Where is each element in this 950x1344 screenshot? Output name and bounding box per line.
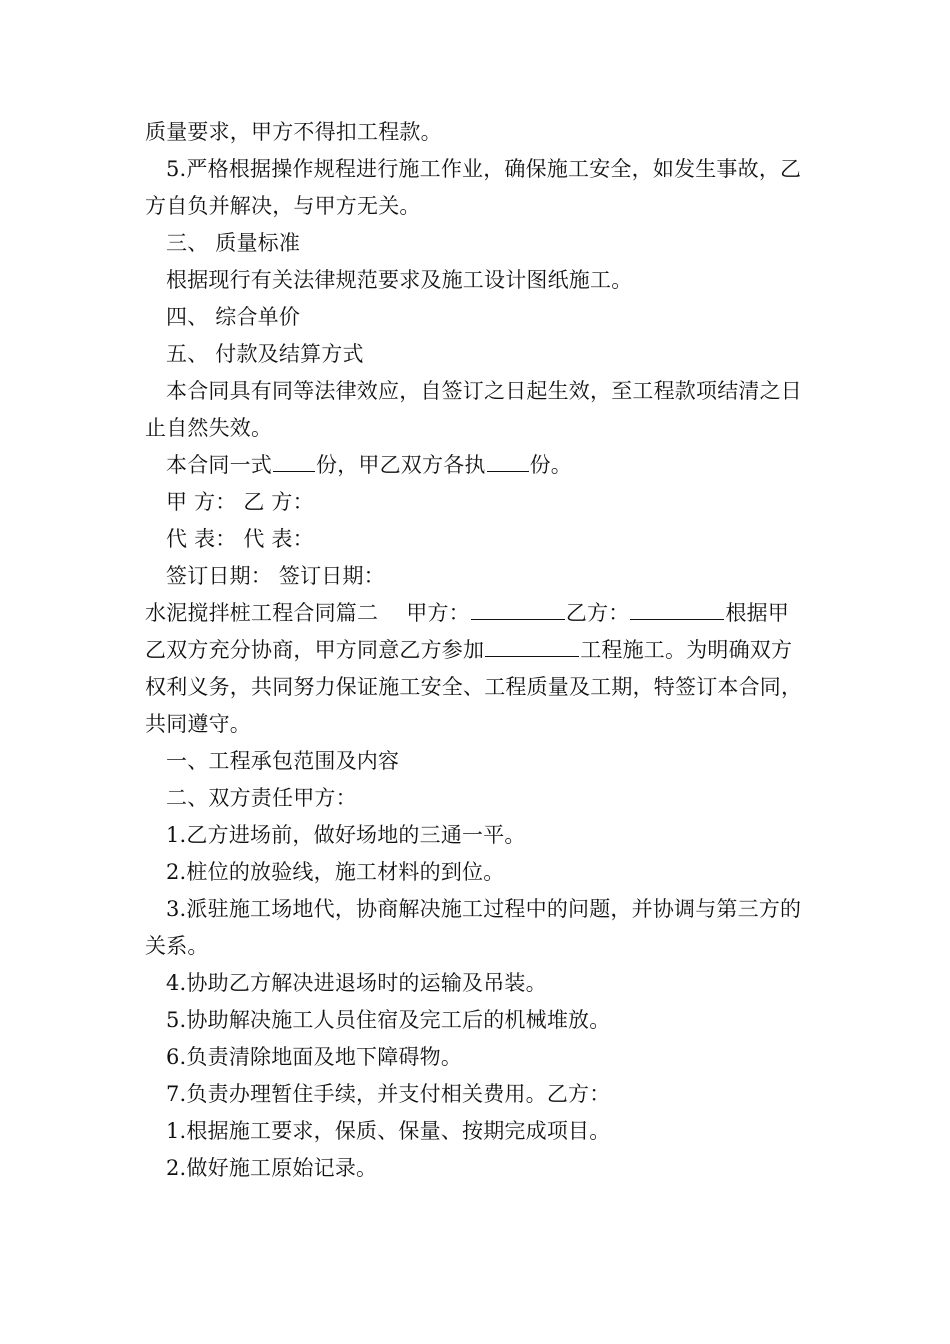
- section2-line: 2.桩位的放验线，施工材料的到位。: [166, 860, 505, 884]
- section2-intro-rest: 工程施工。为明确双方权利义务，共同努力保证施工安全、工程质量及工期，特签订本合同，共同遵守。: [145, 638, 803, 736]
- party-b-blank-field: [630, 597, 724, 620]
- signing-date-line: 签订日期： 签订日期：: [166, 564, 385, 588]
- paragraph-copies: [145, 447, 810, 484]
- representative-line: 代 表： 代 表：: [166, 527, 314, 551]
- project-name-blank-field: [485, 634, 579, 657]
- copies-text-2: 份，甲乙双方各执: [316, 453, 486, 477]
- section2-line: 7.负责办理暂住手续，并支付相关费用。乙方：: [166, 1082, 611, 1106]
- section2-line: 6.负责清除地面及地下障碍物。: [166, 1045, 463, 1069]
- section2-line: 3.派驻施工场地代，协商解决施工过程中的问题，并协调与第三方的关系。: [145, 897, 802, 958]
- document-body: [145, 114, 810, 1187]
- section2-line: 5.协助解决施工人员住宿及完工后的机械堆放。: [166, 1008, 611, 1032]
- section2-title-text: 水泥搅拌桩工程合同篇二 甲方：: [145, 601, 470, 625]
- section2-line: 2.做好施工原始记录。: [166, 1156, 378, 1180]
- section-heading-payment: 五、 付款及结算方式: [166, 342, 364, 366]
- paragraph-clause-5: 5.严格根据操作规程进行施工作业，确保施工安全，如发生事故，乙方自负并解决，与甲方无关。: [145, 157, 802, 218]
- paragraph-validity: 本合同具有同等法律效应，自签订之日起生效，至工程款项结清之日止自然失效。: [145, 379, 802, 440]
- copies-blank-field: [273, 449, 315, 472]
- party-a-blank-field: [471, 597, 565, 620]
- copies-each-blank-field: [487, 449, 529, 472]
- section2-intro-text: 根据甲乙双方充分协商，甲方同意乙方参加: [145, 601, 790, 662]
- section2-intro-paragraph: [145, 595, 810, 743]
- party-b-label: 乙方：: [565, 601, 630, 625]
- section2-line: 4.协助乙方解决进退场时的运输及吊装。: [166, 971, 547, 995]
- section-heading-unit-price: 四、 综合单价: [166, 305, 301, 329]
- paragraph-line: 质量要求，甲方不得扣工程款。: [145, 120, 442, 144]
- section2-line: 一、工程承包范围及内容: [166, 749, 400, 773]
- section2-line: 1.根据施工要求，保质、保量、按期完成项目。: [166, 1119, 611, 1143]
- section2-line: 1.乙方进场前，做好场地的三通一平。: [166, 823, 526, 847]
- paragraph-quality-text: 根据现行有关法律规范要求及施工设计图纸施工。: [166, 268, 633, 292]
- party-line: 甲 方： 乙 方：: [166, 490, 314, 514]
- section-heading-quality: 三、 质量标准: [166, 231, 301, 255]
- copies-text-3: 份。: [529, 453, 573, 477]
- copies-text-1: 本合同一式: [166, 453, 272, 477]
- section2-line: 二、双方责任甲方：: [166, 786, 357, 810]
